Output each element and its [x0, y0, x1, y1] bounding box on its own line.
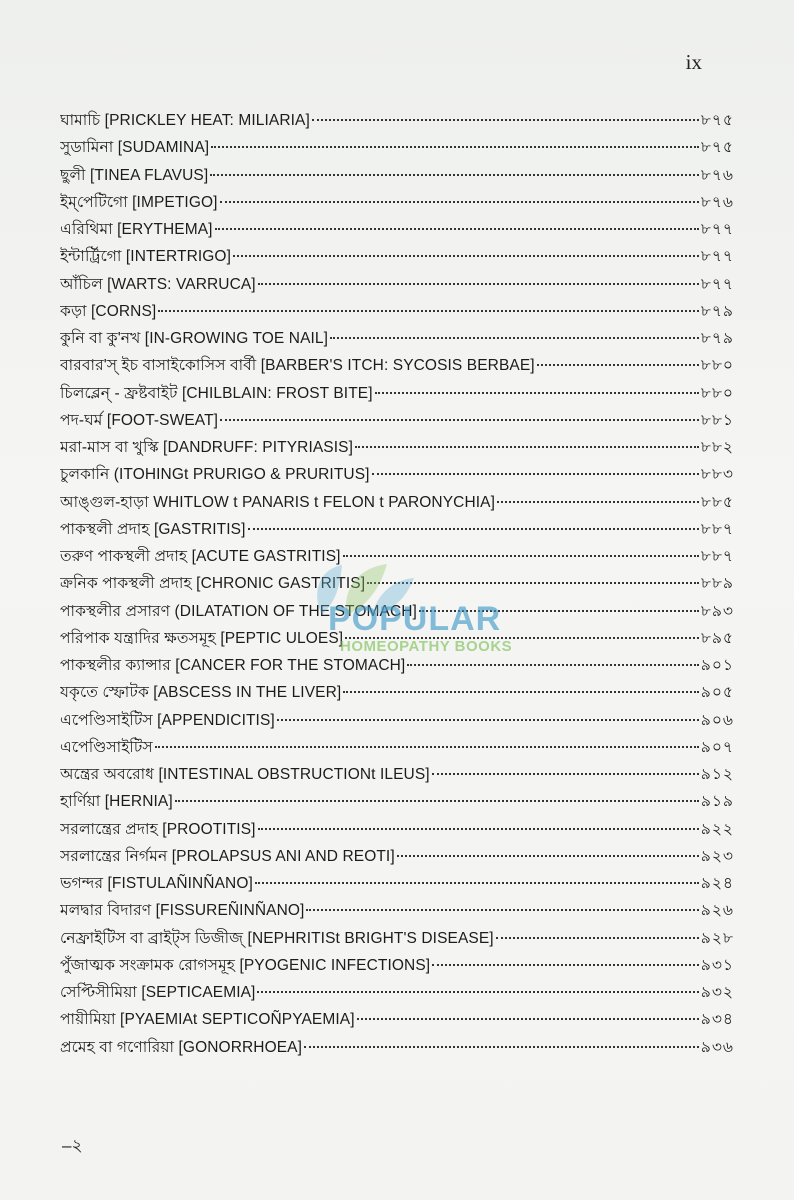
toc-entry-page: ৮৯৩: [700, 602, 734, 620]
toc-entry: [60, 1006, 734, 1033]
toc-entry-title: চিলব্লেন্‌ - ফ্রষ্টবাইট [CHILBLAIN: FROST BITE]: [60, 384, 373, 402]
toc-entry: [60, 598, 734, 625]
toc-entry-title: এপেণ্ডিসাইটিস [APPENDICITIS]: [60, 711, 275, 729]
toc-entry-page: ৮৭৭: [700, 221, 734, 238]
page-number: ix: [685, 50, 702, 74]
toc-dot-leader: [497, 501, 699, 503]
toc-dot-leader: [248, 528, 699, 530]
toc-dot-leader: [367, 582, 699, 584]
toc-dot-leader: [330, 337, 699, 339]
toc-entry: [60, 707, 734, 734]
toc-entry: [60, 271, 734, 298]
toc-dot-leader: [215, 228, 699, 230]
toc-entry-page: ৯০৬: [700, 711, 734, 729]
toc-entry: [60, 380, 734, 407]
toc-entry-page: ৮৮৩: [700, 466, 734, 484]
toc-entry: [60, 516, 734, 543]
toc-entry-title: পাকস্থলী প্রদাহ [GASTRITIS]: [60, 520, 246, 538]
toc-entry-page: ৮৭৭: [700, 275, 734, 293]
toc-entry-title: চুলকানি (ITOHINGt PRURIGO & PRURITUS]: [60, 466, 370, 484]
toc-entry: [60, 761, 734, 788]
toc-dot-leader: [375, 392, 699, 394]
toc-entry-title: পরিপাক যন্ত্রাদির ক্ষতসমূহ [PEPTIC ULOES]: [60, 629, 344, 647]
toc-dot-leader: [407, 664, 698, 666]
toc-entry: [60, 734, 734, 761]
toc-entry: [60, 870, 734, 897]
toc-entry: [60, 788, 734, 815]
toc-entry: [60, 816, 734, 843]
toc-entry-page: ৮৯৫: [700, 629, 734, 647]
toc-entry-page: ৯৩২: [700, 984, 734, 1001]
toc-dot-leader: [257, 991, 698, 993]
toc-entry: [60, 843, 734, 870]
toc-entry: [60, 952, 734, 979]
toc-entry-page: ৯২৩: [700, 847, 734, 865]
toc-dot-leader: [304, 1046, 699, 1048]
toc-entry: [60, 925, 734, 952]
toc-dot-leader: [496, 937, 699, 939]
toc-entry-page: ৯৩৪: [700, 1011, 734, 1029]
toc-entry-title: ঘামাচি [PRICKLEY HEAT: MILIARIA]: [60, 112, 310, 129]
toc-entry-page: ৮৮২: [700, 439, 734, 456]
toc-entry-page: ৯০১: [700, 657, 734, 674]
toc-entry-title: এরিথিমা [ERYTHEMA]: [60, 221, 213, 238]
toc-dot-leader: [343, 691, 699, 693]
toc-dot-leader: [220, 419, 699, 421]
toc-entry-page: ৮৮৭: [700, 548, 734, 565]
toc-entry-title: কুনি বা কু'নখ [IN-GROWING TOE NAIL]: [60, 330, 329, 347]
toc-dot-leader: [220, 201, 699, 203]
toc-entry: [60, 134, 734, 161]
toc-entry-title: যকৃতে স্ফোটক [ABSCESS IN THE LIVER]: [60, 684, 342, 702]
toc-entry-page: ৮৮১: [700, 411, 734, 429]
toc-entry-title: এপেণ্ডিসাইটিস: [60, 738, 153, 756]
toc-entry-title: ছুলী [TINEA FLAVUS]: [60, 166, 209, 184]
toc-entry-title: ক্রনিক পাকস্থলী প্রদাহ [CHRONIC GASTRITIS]: [60, 575, 366, 593]
toc-dot-leader: [210, 174, 699, 176]
toc-dot-leader: [312, 119, 699, 121]
toc-dot-leader: [175, 800, 699, 802]
toc-entry-page: ৯৩১: [700, 956, 734, 974]
toc-entry-title: পাকস্থলীর প্রসারণ (DILATATION OF THE STOMACH]: [60, 602, 417, 620]
toc-entry-page: ৯২৪: [700, 875, 734, 892]
toc-dot-leader: [343, 555, 699, 557]
toc-entry: [60, 625, 734, 652]
toc-entry: [60, 243, 734, 270]
toc-entry-title: ভগন্দর [FISTULAÑINÑANO]: [60, 875, 253, 892]
toc-entry: [60, 434, 734, 461]
toc-entry-title: পায়ীমিয়া [PYAEMIAt SEPTICOÑPYAEMIA]: [60, 1011, 355, 1029]
toc-entry: [60, 679, 734, 706]
toc-entry-title: পুঁজাত্মক সংক্রামক রোগসমূহ [PYOGENIC INFECTIONS]: [60, 956, 431, 974]
footer-signature-mark: –২: [62, 1136, 83, 1155]
toc-dot-leader: [306, 909, 698, 911]
toc-entry: [60, 489, 734, 516]
toc-entry-page: ৯০৭: [700, 738, 734, 756]
toc-dot-leader: [211, 146, 699, 148]
toc-entry-title: ইম্‌পেটিগো [IMPETIGO]: [60, 193, 218, 211]
toc-dot-leader: [258, 283, 699, 285]
toc-entry-title: অন্ত্রের অবরোধ [INTESTINAL OBSTRUCTIONt ILEUS]: [60, 766, 430, 783]
toc-entry-title: বারবার'স্‌ ইচ বাসাইকোসিস বার্বী [BARBER'S ITCH: SYCOSIS BERBAE]: [60, 357, 535, 375]
toc-entry-page: ৮৭৯: [700, 302, 734, 320]
toc-dot-leader: [397, 855, 699, 857]
toc-entry-page: ৮৮৫: [700, 493, 734, 511]
toc-entry-title: হার্ণিয়া [HERNIA]: [60, 793, 173, 811]
toc-entry-title: তরুণ পাকস্থলী প্রদাহ [ACUTE GASTRITIS]: [60, 548, 341, 565]
toc-dot-leader: [258, 828, 699, 830]
toc-entry: [60, 189, 734, 216]
toc-entry-title: আঁচিল [WARTS: VARRUCA]: [60, 275, 256, 293]
toc-dot-leader: [277, 719, 699, 721]
toc-entry: [60, 652, 734, 679]
toc-entry-title: মলদ্বার বিদারণ [FISSUREÑINÑANO]: [60, 902, 305, 920]
toc-entry-title: কড়া [CORNS]: [60, 302, 157, 320]
toc-entry-page: ৮৮৯: [700, 575, 734, 593]
toc-entry-page: ৯১২: [700, 766, 734, 783]
toc-entry-title: নেফ্রাইটিস বা ব্রাইট্‌স ডিজীজ্‌ [NEPHRITISt BRIGHT'S DISEASE]: [60, 929, 494, 947]
toc-dot-leader: [357, 1018, 699, 1020]
toc-entry: [60, 461, 734, 488]
toc-entry-page: ৮৮৭: [700, 520, 734, 538]
toc-entry-page: ৯২২: [700, 820, 734, 838]
toc-entry-page: ৮৭৫: [700, 139, 734, 157]
watermark-title: POPULAR: [328, 600, 502, 638]
toc-dot-leader: [419, 610, 699, 612]
toc-dot-leader: [233, 255, 699, 257]
toc-dot-leader: [355, 446, 699, 448]
toc-entry-page: ৯০৫: [700, 684, 734, 702]
toc-entry-page: ৮৭৬: [700, 193, 734, 211]
toc-entry-page: ৮৭৬: [700, 166, 734, 184]
toc-entry: [60, 897, 734, 924]
toc-entry: [60, 570, 734, 597]
toc-entry-page: ৮৮০: [700, 357, 734, 375]
toc-entry-title: পদ-ঘর্ম [FOOT-SWEAT]: [60, 411, 219, 429]
toc-entry-title: প্রমেহ বা গণোরিয়া [GONORRHOEA]: [60, 1038, 303, 1056]
toc-dot-leader: [155, 746, 699, 748]
toc-dot-leader: [537, 364, 699, 366]
toc-entry: [60, 979, 734, 1006]
toc-entry-page: ৯৩৬: [700, 1038, 734, 1056]
toc-entry-page: ৯২৮: [700, 929, 734, 947]
toc-entry-title: সেপ্টিসীমিয়া [SEPTICAEMIA]: [60, 984, 256, 1001]
toc-dot-leader: [432, 773, 699, 775]
toc-dot-leader: [432, 964, 699, 966]
toc-dot-leader: [372, 473, 699, 475]
toc-entry: [60, 1034, 734, 1061]
toc-entry: [60, 407, 734, 434]
toc-entry-page: ৮৭৭: [700, 248, 734, 266]
toc-dot-leader: [158, 310, 698, 312]
toc-dot-leader: [255, 882, 699, 884]
toc-entry-title: সুডামিনা [SUDAMINA]: [60, 139, 210, 157]
toc-entry-page: ৯১৯: [700, 793, 734, 811]
toc-entry: [60, 543, 734, 570]
toc-entry: [60, 107, 734, 134]
watermark-subtitle: HOMEOPATHY BOOKS: [340, 638, 513, 655]
toc-entry-title: সরলান্ত্রের নির্গমন [PROLAPSUS ANI AND REOTI]: [60, 847, 395, 865]
toc-entry-title: ইন্টার্ট্রিগো [INTERTRIGO]: [60, 248, 231, 266]
toc-entry: [60, 325, 734, 352]
toc-dot-leader: [345, 637, 699, 639]
toc-entry-page: ৮৮০: [700, 384, 734, 402]
toc-entry: [60, 298, 734, 325]
toc-entry-title: সরলান্ত্রের প্রদাহ [PROOTITIS]: [60, 820, 256, 838]
toc-entry-title: আঙ্গুল-হাড়া WHITLOW t PANARIS t FELON t PARONYCHIA]: [60, 493, 495, 511]
toc-entry-page: ৮৭৯: [700, 330, 734, 347]
table-of-contents: [60, 107, 734, 1061]
toc-entry-page: ৮৭৫: [700, 112, 734, 129]
toc-entry: [60, 162, 734, 189]
toc-entry: [60, 352, 734, 379]
toc-entry: [60, 216, 734, 243]
toc-entry-title: পাকস্থলীর ক্যান্সার [CANCER FOR THE STOMACH]: [60, 657, 406, 674]
toc-entry-title: মরা-মাস বা খুস্কি [DANDRUFF: PITYRIASIS]: [60, 439, 353, 456]
toc-entry-page: ৯২৬: [700, 902, 734, 920]
